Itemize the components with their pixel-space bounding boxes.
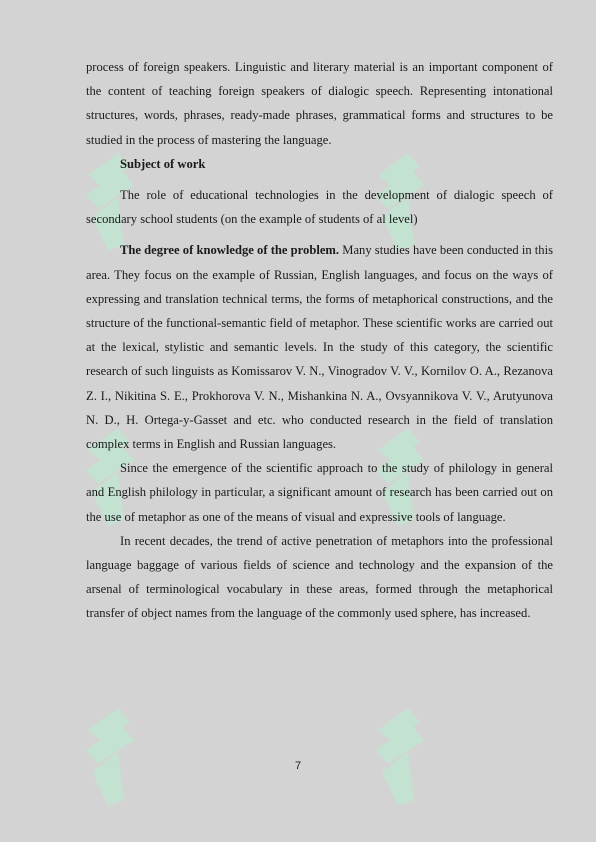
subject-heading: Subject of work: [120, 156, 206, 171]
degree-text: Many studies have been conducted in this area. They focus on the example of Russian, English languages, and focus on the ways of expressing and translation technical terms, the forms of metaphorical constructions, and the structure of the functional-semantic field of metaphor. These scientific works are carried out at the lexical, stylistic and semantic levels. In the study of this category, the scientific research of such linguists as Komissarov V. N., Vinogradov V. V., Kornilov O. A., Rezanova Z. I., Nikitina S. E., Prokhorova V. N., Mishankina N. A., Ovsyannikova V. V., Arutyunova N. D., H. Ortega-y-Gasset and etc. who conducted research in the field of translation complex terms in English and Russian languages.: [86, 243, 553, 452]
paragraph-intro: process of foreign speakers. Linguistic and literary material is an important component of the content of teaching foreign speakers of dialogic speech. Representing intonational structures, words, phrases, ready-made phrases, grammatical forms and structures to be studied in the process of mastering the language.: [86, 60, 553, 147]
page-number: 7: [294, 760, 302, 772]
paragraph-emergence: Since the emergence of the scientific approach to the study of philology in general and English philology in particular, a significant amount of research has been carried out on the use of metaphor as one of the means of visual and expressive tools of language.: [86, 461, 553, 524]
paragraph-degree: [86, 238, 553, 456]
subject-text: The role of educational technologies in the development of dialogic speech of secondary school students (on the example of students of al level): [86, 188, 553, 227]
document-page: [86, 55, 553, 626]
paragraph-recent: In recent decades, the trend of active penetration of metaphors into the professional language baggage of various fields of science and technology and the expansion of the arsenal of terminological vocabulary in these areas, formed through the metaphorical transfer of object names from the language of the commonly used sphere, has increased.: [86, 533, 553, 621]
watermark-logo-icon: [78, 700, 148, 810]
watermark-logo-icon: [368, 700, 438, 810]
degree-lead: The degree of knowledge of the problem.: [120, 243, 340, 258]
